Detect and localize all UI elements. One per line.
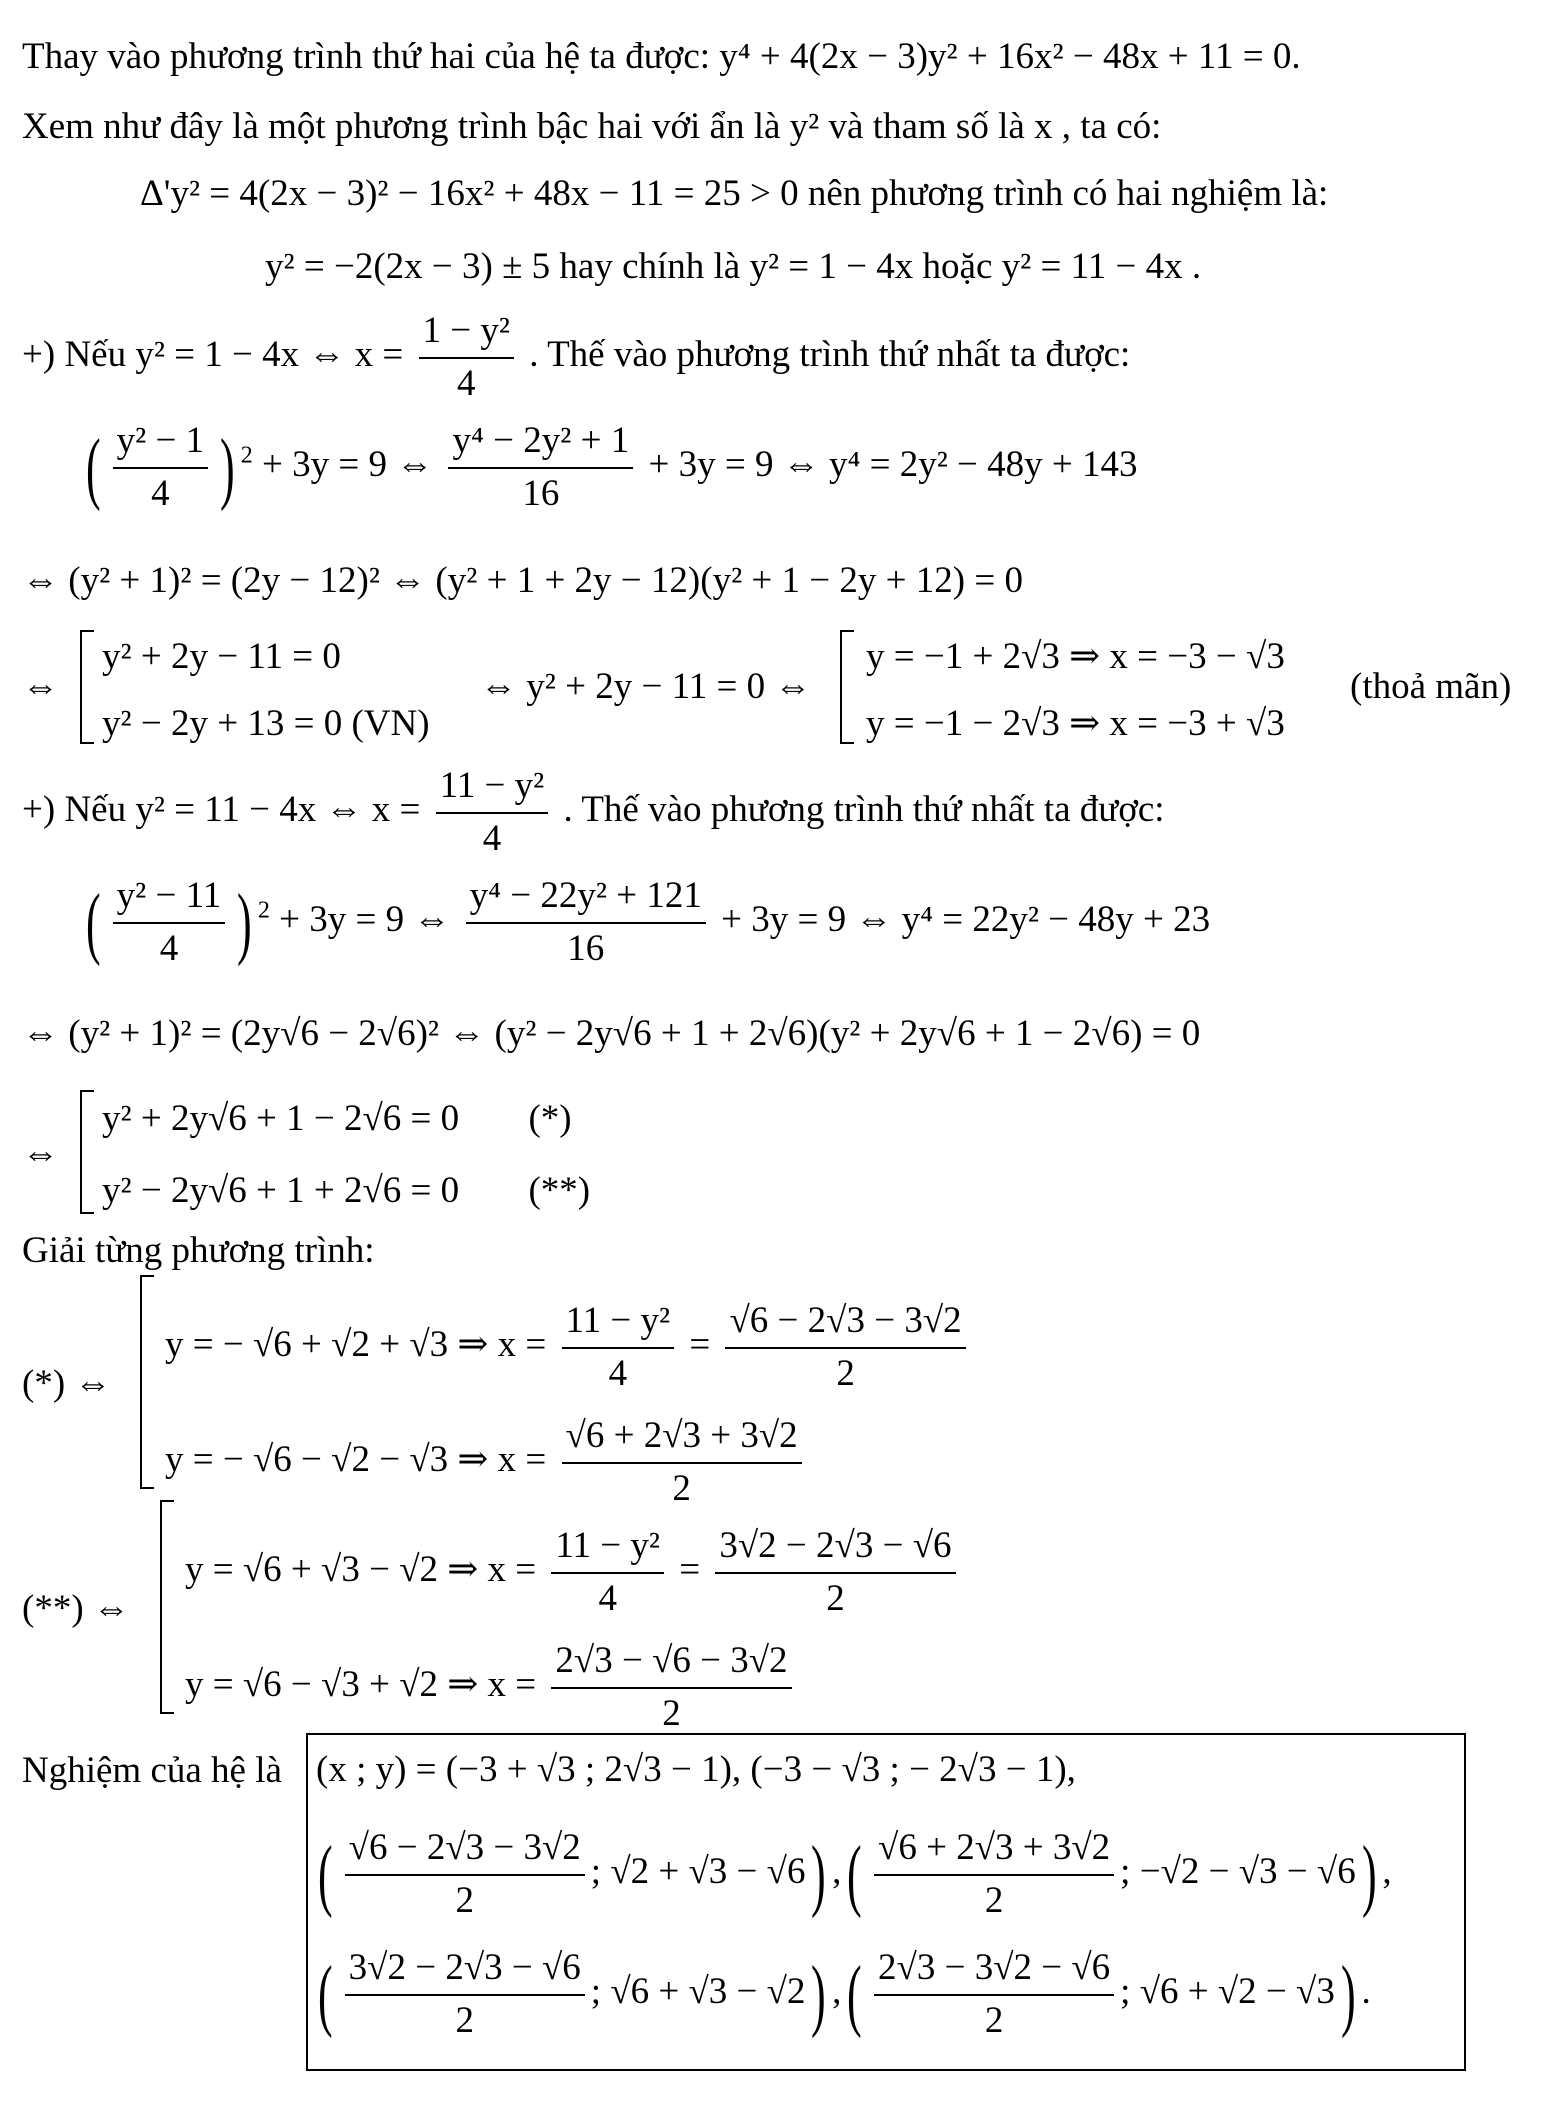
star-solution-b: y = − √6 − √2 − √3 ⇒ x = $\frac{√6 + 2√3 + 3√2}{2}$ xyxy=(165,1415,808,1510)
case2-system-a: y² + 2y√6 + 1 − 2√6 = 0 (*) xyxy=(102,1098,572,1139)
intro-line-1: Thay vào phương trình thứ hai của hệ ta được: y⁴ + 4(2x − 3)y² + 16x² − 48x + 11 = 0. xyxy=(22,36,1301,77)
case1-intro: +) Nếu y² = 1 − 4x ⇔ x = $\frac{\text{1 − y²}}{4}$ . Thế vào phương trình thứ nhất ta được: xyxy=(22,310,1131,404)
delta-line: Δ'y² = 4(2x − 3)² − 16x² + 48x − 11 = 25 > 0 nên phương trình có hai nghiệm là: xyxy=(140,173,1329,214)
case2-intro: +) Nếu y² = 11 − 4x ⇔ x = $\frac{\text{11 − y²}}{4}$ . Thế vào phương trình thứ nhất ta được: xyxy=(22,765,1165,859)
double-star-solution-b: y = √6 − √3 + √2 ⇒ x = $\frac{2√3 - √6 - 3√2}{2}$ xyxy=(185,1640,798,1735)
case2-system-bracket xyxy=(80,1090,94,1214)
roots-line: y² = −2(2x − 3) ± 5 hay chính là y² = 1 − 4x hoặc y² = 11 − 4x . xyxy=(265,246,1202,287)
double-star-label: (**) ⇔ xyxy=(22,1588,130,1629)
intro-line-2: Xem như đây là một phương trình bậc hai với ẩn là y² và tham số là x , ta có: xyxy=(22,106,1162,147)
case2-equation-2: ⇔ (y² + 1)² = (2y√6 − 2√6)² ⇔ (y² − 2y√6 + 1 + 2√6)(y² + 2y√6 + 1 − 2√6) = 0 xyxy=(22,1013,1201,1054)
answer-label: Nghiệm của hệ là xyxy=(22,1750,282,1791)
star-bracket xyxy=(140,1275,154,1489)
equivalence-arrow: ⇔ xyxy=(22,666,59,707)
star-solution-a: y = − √6 + √2 + √3 ⇒ x = $\frac{\text{11 − y²}}{4}$ = $\frac{√6 - 2√3 - 3√2}{2}$ xyxy=(165,1300,972,1395)
case1-solution-bracket xyxy=(840,630,854,744)
case1-system-bracket xyxy=(80,630,94,744)
case1-reduced: ⇔ y² + 2y − 11 = 0 ⇔ xyxy=(480,666,812,707)
star-label: (*) ⇔ xyxy=(22,1363,112,1404)
answer-row-1: (x ; y) = (−3 + √3 ; 2√3 − 1), (−3 − √3 ; − 2√3 − 1), xyxy=(316,1749,1076,1790)
case2-system-b: y² − 2y√6 + 1 + 2√6 = 0 (**) xyxy=(102,1170,591,1211)
answer-row-2: ( $\frac{√6 - 2√3 - 3√2}{2}$ ; √2 + √3 − √6) ,( $\frac{√6 + 2√3 + 3√2}{2}$ ; −√2 − √3 − √6) , xyxy=(317,1827,1392,1921)
case2-equation-1: ( $\frac{\text{y² − 11}}{4}$ ) $^2$ + 3y = 9 ⇔ $\frac{\text{y⁴ − 22y² + 121}}{16}$ + 3y = 9 ⇔ y⁴ = 22y² − 48y + 23 xyxy=(85,875,1211,969)
double-star-bracket xyxy=(160,1500,174,1714)
case1-solution-a: y = −1 + 2√3 ⇒ x = −3 − √3 xyxy=(866,636,1285,677)
case1-system-a: y² + 2y − 11 = 0 xyxy=(102,636,341,677)
double-star-solution-a: y = √6 + √3 − √2 ⇒ x = $\frac{\text{11 − y²}}{4}$ = $\frac{3√2 - 2√3 - √6}{2}$ xyxy=(185,1525,962,1620)
solve-heading: Giải từng phương trình: xyxy=(22,1230,375,1271)
case1-note: (thoả mãn) xyxy=(1350,666,1512,707)
equivalence-arrow: ⇔ xyxy=(22,1133,59,1174)
answer-box xyxy=(306,1733,1466,2071)
case1-equation-1: ( $\frac{\text{y² − 1}}{4}$ ) $^2$ + 3y = 9 ⇔ $\frac{\text{y⁴ − 2y² + 1}}{16}$ + 3y = 9 ⇔ y⁴ = 2y² − 48y + 143 xyxy=(85,420,1138,514)
case1-solution-b: y = −1 − 2√3 ⇒ x = −3 + √3 xyxy=(866,703,1285,744)
answer-row-3: ( $\frac{3√2 - 2√3 - √6}{2}$ ; √6 + √3 − √2) ,( $\frac{2√3 - 3√2 - √6}{2}$ ; √6 + √2 − √3) . xyxy=(317,1947,1371,2041)
case1-equation-2: ⇔ (y² + 1)² = (2y − 12)² ⇔ (y² + 1 + 2y − 12)(y² + 1 − 2y + 12) = 0 xyxy=(22,560,1023,601)
case1-system-b: y² − 2y + 13 = 0 (VN) xyxy=(102,703,430,744)
